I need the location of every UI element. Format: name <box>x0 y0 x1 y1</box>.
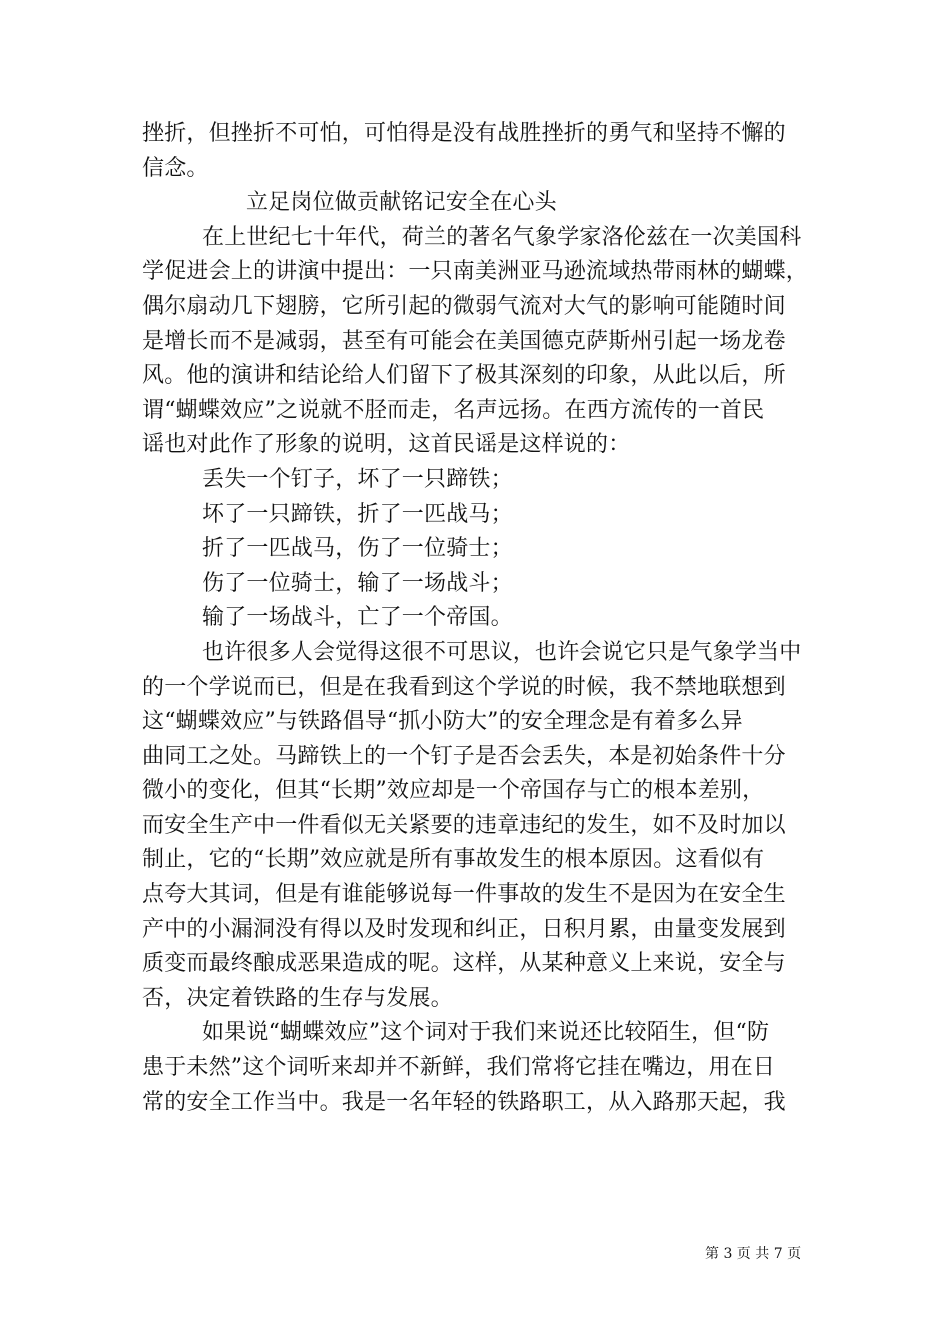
text-line: 患于未然”这个词听来却并不新鲜，我们常将它挂在嘴边，用在日 <box>142 1055 776 1081</box>
text-line: 而安全生产中一件看似无关紧要的违章违纪的发生，如不及时加以 <box>142 812 786 838</box>
text-line: 产中的小漏洞没有得以及时发现和纠正，日积月累，由量变发展到 <box>142 916 786 942</box>
text-line: 信念。 <box>142 155 209 181</box>
text-line: 学促进会上的讲演中提出：一只南美洲亚马逊流域热带雨林的蝴蝶， <box>142 259 809 285</box>
text-line: 谣也对此作了形象的说明，这首民谣是这样说的： <box>142 432 631 458</box>
text-line: 偶尔扇动几下翅膀，它所引起的微弱气流对大气的影响可能随时间 <box>142 293 786 319</box>
page-number: 第 3 页 共 7 页 <box>705 1246 802 1262</box>
text-line: 制止，它的“长期”效应就是所有事故发生的根本原因。这看似有 <box>142 847 765 873</box>
text-line: 质变而最终酿成恶果造成的呢。这样，从某种意义上来说，安全与 <box>142 951 786 977</box>
text-line: 否，决定着铁路的生存与发展。 <box>142 985 453 1011</box>
text-line: 常的安全工作当中。我是一名年轻的铁路职工，从入路那天起，我 <box>142 1089 786 1115</box>
text-line: 微小的变化，但其“长期”效应却是一个帝国存与亡的根本差别， <box>142 778 765 804</box>
text-line: 挫折，但挫折不可怕，可怕得是没有战胜挫折的勇气和坚持不懈的 <box>142 121 786 146</box>
text-line: 这“蝴蝶效应”与铁路倡导“抓小防大”的安全理念是有着多么异 <box>142 709 743 735</box>
text-line: 的一个学说而已，但是在我看到这个学说的时候，我不禁地联想到 <box>142 674 786 700</box>
verse-line: 输了一场战斗，亡了一个帝国。 <box>202 605 513 631</box>
text-line: 点夸大其词，但是有谁能够说每一件事故的发生不是因为在安全生 <box>142 882 786 908</box>
verse-line: 坏了一只蹄铁，折了一匹战马； <box>202 501 513 527</box>
text-line: 谓“蝴蝶效应”之说就不胫而走，名声远扬。在西方流传的一首民 <box>142 397 765 423</box>
text-line: 在上世纪七十年代，荷兰的著名气象学家洛伦兹在一次美国科 <box>202 224 802 250</box>
document-body <box>142 117 812 1120</box>
text-line: 曲同工之处。马蹄铁上的一个钉子是否会丢失，本是初始条件十分 <box>142 743 786 769</box>
verse-line: 伤了一位骑士，输了一场战斗； <box>202 570 513 596</box>
verse-line: 丢失一个钉子，坏了一只蹄铁； <box>202 466 513 492</box>
section-title: 立足岗位做贡献铭记安全在心头 <box>246 190 557 216</box>
text-line: 风。他的演讲和结论给人们留下了极其深刻的印象，从此以后，所 <box>142 363 786 389</box>
text-line: 也许很多人会觉得这很不可思议，也许会说它只是气象学当中 <box>202 639 802 665</box>
text-line: 如果说“蝴蝶效应”这个词对于我们来说还比较陌生，但“防 <box>202 1020 770 1046</box>
verse-line: 折了一匹战马，伤了一位骑士； <box>202 536 513 562</box>
text-line: 是增长而不是减弱，甚至有可能会在美国德克萨斯州引起一场龙卷 <box>142 328 786 354</box>
